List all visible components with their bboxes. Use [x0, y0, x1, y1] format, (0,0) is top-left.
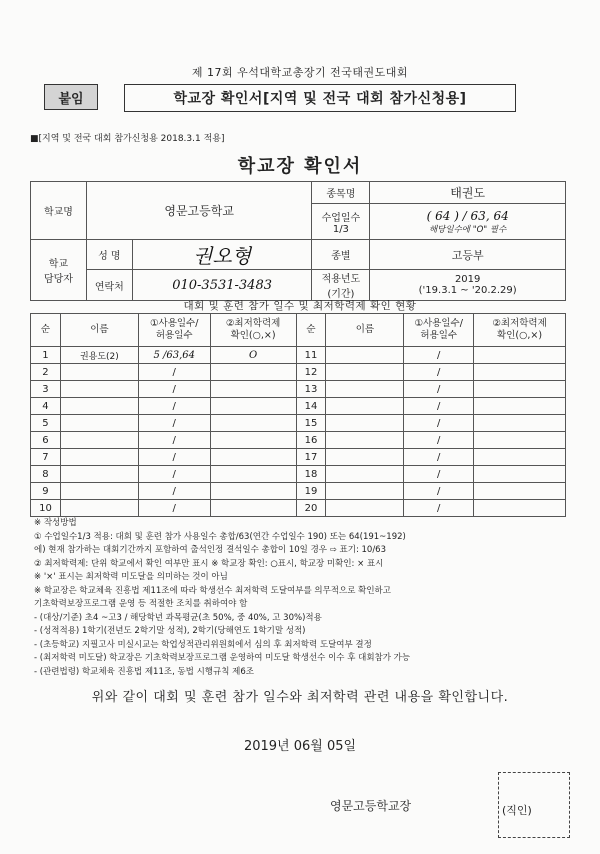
- row-no: 6: [31, 432, 61, 449]
- note-line: - (관련법령) 학교체육 진흥법 제11조, 동법 시행규칙 제6조: [34, 666, 254, 677]
- row-check: [474, 347, 566, 364]
- period-year: 2019: [454, 274, 481, 285]
- row-name: 권용도(2): [60, 347, 138, 364]
- row-name: [60, 364, 138, 381]
- table-row: [31, 500, 566, 517]
- col-days: [138, 314, 210, 347]
- name-label: 성 명: [86, 240, 132, 270]
- row-no: 18: [296, 466, 326, 483]
- col-check: [474, 314, 566, 347]
- row-no: 7: [31, 449, 61, 466]
- row-check: [474, 432, 566, 449]
- table-row: [31, 449, 566, 466]
- col-days-line2: 허용일수: [155, 330, 193, 341]
- note-line: ※ '×' 표시는 최저학력 미도달을 의미하는 것이 아님: [34, 572, 228, 582]
- contact-value: 010-3531-3483: [132, 270, 312, 301]
- row-name: [60, 381, 138, 398]
- main-title: 학교장 확인서: [237, 156, 363, 177]
- row-name: [326, 449, 404, 466]
- info-table: [30, 181, 566, 301]
- row-name: [326, 347, 404, 364]
- days-label-line1: 수업일수: [321, 212, 361, 224]
- table-row: [31, 364, 566, 381]
- row-check: [210, 432, 296, 449]
- table-row: [31, 432, 566, 449]
- row-no: 11: [296, 347, 326, 364]
- principal-name: 영문고등학교장: [330, 799, 412, 813]
- row-days: /: [138, 449, 210, 466]
- name-value: 권오형: [132, 240, 312, 270]
- row-days: /: [138, 432, 210, 449]
- note-line: ② 최저학력제: 단위 학교에서 확인 여부만 표시 ※ 학교장 확인: ○표시, 학교장 미확인: × 표시: [34, 558, 384, 569]
- row-name: [60, 432, 138, 449]
- row-check: [474, 415, 566, 432]
- date-text: 2019년 06월 05일: [243, 739, 357, 754]
- row-check: [210, 415, 296, 432]
- document-header: 학교장 확인서[지역 및 전국 대회 참가신청용]: [124, 84, 516, 112]
- annex-tag: 붙임: [44, 84, 98, 110]
- confirm-text: 위와 같이 대회 및 훈련 참가 일수와 최저학력 관련 내용을 확인합니다.: [91, 690, 509, 705]
- staff-label-line1: 학교: [48, 259, 69, 270]
- col-days-line2: 허용일수: [420, 330, 458, 341]
- row-no: 10: [31, 500, 61, 517]
- col-check-line2: 확인(○,×): [497, 330, 543, 341]
- row-no: 5: [31, 415, 61, 432]
- row-check: O: [210, 347, 296, 364]
- table-row: [31, 466, 566, 483]
- note-line: - (성적적용) 1학기(전년도 2학기말 성적), 2학기(당해연도 1학기말 성적): [34, 626, 306, 636]
- row-name: [326, 364, 404, 381]
- row-check: [474, 364, 566, 381]
- row-check: [210, 381, 296, 398]
- seal-label: (직인): [502, 804, 532, 817]
- row-days: /: [138, 415, 210, 432]
- row-name: [60, 449, 138, 466]
- col-days-line1: ①사용일수/: [150, 318, 199, 329]
- col-days-line1: ①사용일수/: [414, 318, 463, 329]
- days-note: 해당일수에 "O" 필수: [428, 224, 507, 235]
- row-no: 16: [296, 432, 326, 449]
- col-check-line1: ②최저학력제: [492, 318, 547, 329]
- event-label: 종목명: [312, 182, 370, 204]
- row-no: 15: [296, 415, 326, 432]
- row-no: 1: [31, 347, 61, 364]
- row-check: [474, 449, 566, 466]
- row-no: 8: [31, 466, 61, 483]
- school-value: 영문고등학교: [86, 182, 312, 240]
- row-days: /: [404, 449, 474, 466]
- col-name: 이름: [326, 314, 404, 347]
- note-line: ※ 작성방법: [34, 518, 77, 528]
- period-range: ('19.3.1 ~ '20.2.29): [418, 285, 517, 296]
- row-days: /: [404, 364, 474, 381]
- row-name: [60, 398, 138, 415]
- row-check: [474, 398, 566, 415]
- note-line: - (초등학교) 지필고사 미실시교는 학업성적관리위원회에서 심의 후 최저학력 도달여부 결정: [34, 639, 372, 650]
- row-no: 17: [296, 449, 326, 466]
- note-line: ① 수업일수1/3 적용: 대회 및 훈련 참가 사용일수 총합/63(연간 수업일수 190) 또는 64(191~192): [34, 531, 406, 542]
- days-label: [312, 204, 370, 240]
- row-name: [326, 466, 404, 483]
- row-no: 9: [31, 483, 61, 500]
- row-days: /: [404, 432, 474, 449]
- row-days: 5 /63,64: [138, 347, 210, 364]
- row-days: /: [138, 500, 210, 517]
- row-no: 3: [31, 381, 61, 398]
- division-value: 고등부: [370, 240, 566, 270]
- col-check-line2: 확인(○,×): [230, 330, 276, 341]
- row-name: [326, 432, 404, 449]
- table-row: [31, 398, 566, 415]
- instructions-notes: [34, 517, 574, 679]
- note-line: 에) 현재 참가하는 대회기간까지 포함하여 출석인정 결석일수 총합이 10일 경우 ⇨ 표기: 10/63: [34, 545, 387, 555]
- row-name: [326, 483, 404, 500]
- row-name: [60, 483, 138, 500]
- col-name: 이름: [60, 314, 138, 347]
- participation-title: 대회 및 훈련 참가 일수 및 최저학력제 확인 현황: [183, 300, 417, 312]
- contact-label: 연락처: [86, 270, 132, 301]
- row-check: [210, 483, 296, 500]
- event-value: 태권도: [370, 182, 566, 204]
- row-name: [60, 466, 138, 483]
- col-days: [404, 314, 474, 347]
- event-title: 제 17회 우석대학교총장기 전국태권도대회: [191, 66, 409, 79]
- row-check: [474, 483, 566, 500]
- row-no: 2: [31, 364, 61, 381]
- row-days: /: [404, 415, 474, 432]
- days-value: ( 64 ) / 63, 64: [426, 208, 509, 223]
- school-label: 학교명: [31, 182, 87, 240]
- col-check-line1: ②최저학력제: [225, 318, 281, 329]
- row-check: [210, 466, 296, 483]
- days-label-line2: 1/3: [332, 223, 349, 235]
- row-days: /: [138, 466, 210, 483]
- period-label: [312, 270, 370, 301]
- row-no: 14: [296, 398, 326, 415]
- row-days: /: [138, 364, 210, 381]
- row-no: 20: [296, 500, 326, 517]
- table-row: [31, 347, 566, 364]
- row-no: 13: [296, 381, 326, 398]
- col-no: 순: [31, 314, 61, 347]
- row-days: /: [404, 483, 474, 500]
- note-line: - (최저학력 미도달) 학교장은 기초학력보장프로그램 운영하여 미도달 학생선수 이수 후 대회참가 가능: [34, 653, 411, 663]
- division-label: 종별: [312, 240, 370, 270]
- row-days: /: [404, 398, 474, 415]
- row-check: [474, 466, 566, 483]
- row-name: [326, 381, 404, 398]
- table-row: [31, 483, 566, 500]
- period-cell: [370, 270, 566, 301]
- row-check: [210, 398, 296, 415]
- row-name: [326, 415, 404, 432]
- row-check: [210, 449, 296, 466]
- row-check: [210, 364, 296, 381]
- note-line: 기초학력보장프로그램 운영 등 적절한 조치를 취하여야 함: [34, 599, 248, 609]
- row-name: [326, 500, 404, 517]
- row-name: [60, 415, 138, 432]
- period-label-line2: (기간): [327, 289, 355, 300]
- row-name: [326, 398, 404, 415]
- period-label-line1: 적용년도: [321, 274, 361, 285]
- row-days: /: [404, 500, 474, 517]
- usage-note: ■[지역 및 전국 대회 참가신청용 2018.3.1 적용]: [30, 134, 225, 144]
- row-days: /: [404, 466, 474, 483]
- col-no: 순: [296, 314, 326, 347]
- row-days: /: [404, 381, 474, 398]
- row-days: /: [404, 347, 474, 364]
- row-check: [210, 500, 296, 517]
- col-check: [210, 314, 296, 347]
- row-check: [474, 381, 566, 398]
- table-row: [31, 415, 566, 432]
- table-row: [31, 381, 566, 398]
- days-cell: [370, 204, 566, 240]
- row-days: /: [138, 381, 210, 398]
- row-no: 12: [296, 364, 326, 381]
- row-days: /: [138, 483, 210, 500]
- row-check: [474, 500, 566, 517]
- row-no: 4: [31, 398, 61, 415]
- staff-label-line2: 담당자: [43, 274, 73, 285]
- note-line: ※ 학교장은 학교체육 진흥법 제11조에 따라 학생선수 최저학력 도달여부를 의무적으로 확인하고: [34, 585, 391, 596]
- staff-label: [31, 240, 87, 301]
- row-days: /: [138, 398, 210, 415]
- participation-table: [30, 313, 566, 517]
- note-line: - (대상/기준) 초4 ~고3 / 해당학년 과목평균(초 50%, 중 40%, 고 30%)적용: [34, 612, 322, 623]
- row-name: [60, 500, 138, 517]
- row-no: 19: [296, 483, 326, 500]
